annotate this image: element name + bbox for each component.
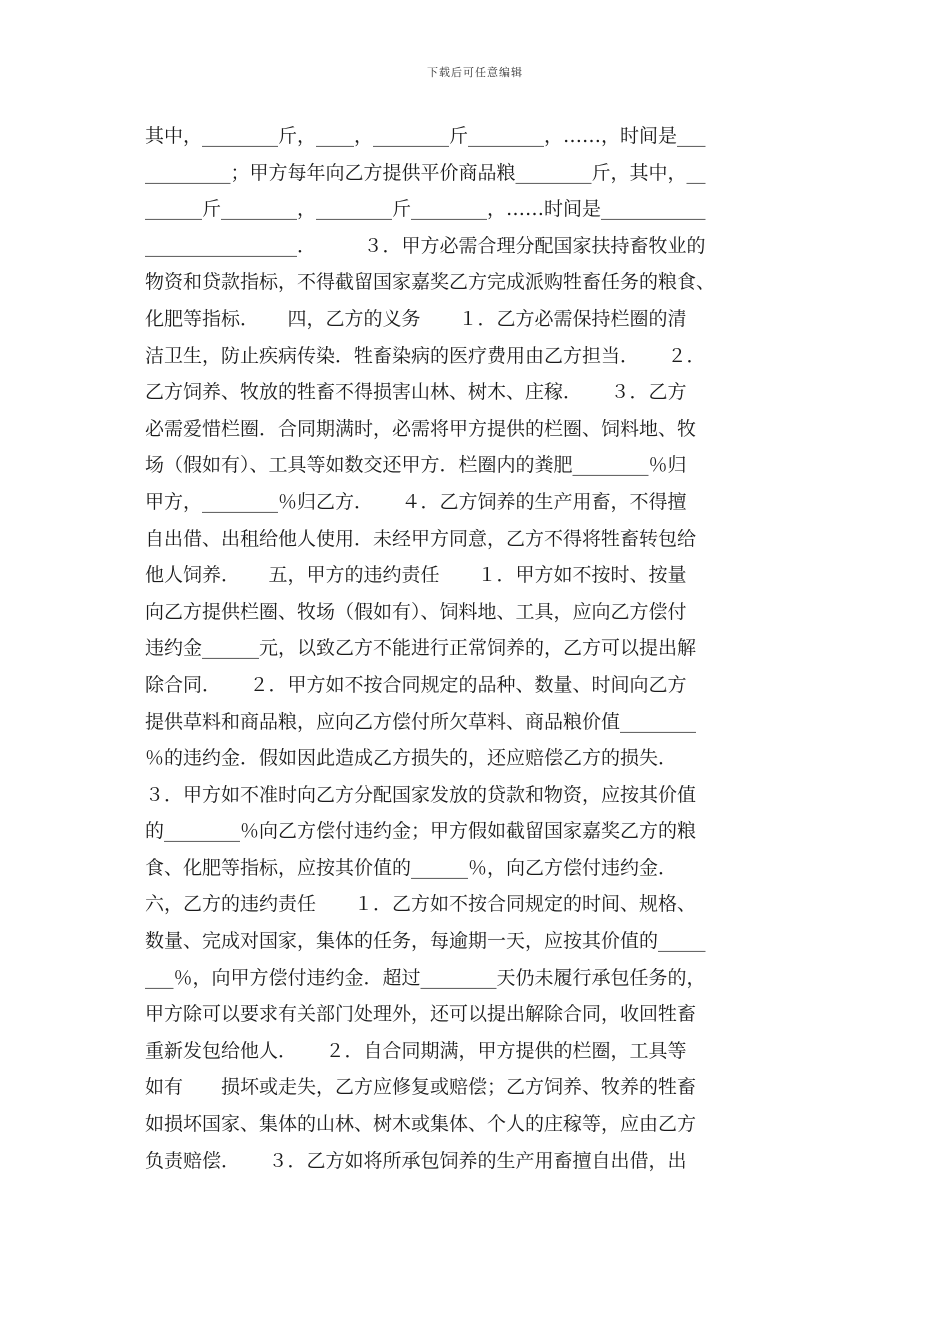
text-line: 场（假如有）、工具等如数交还甲方．栏圈内的粪肥________％归 — [145, 454, 687, 477]
text-line: ________________． ３．甲方必需合理分配国家扶持畜牧业的 — [145, 234, 706, 257]
text-line: ___％，向甲方偿付违约金．超过________天仍未履行承包任务的， — [145, 966, 706, 989]
text-line: 如损坏国家、集体的山林、树木或集体、个人的庄稼等，应由乙方 — [145, 1113, 697, 1136]
page-header: 下载后可任意编辑 — [427, 66, 523, 79]
text-line: 如有 损坏或走失，乙方应修复或赔偿；乙方饲养、牧养的牲畜 — [145, 1076, 697, 1099]
text-line: ％的违约金．假如因此造成乙方损失的，还应赔偿乙方的损失． — [145, 747, 678, 770]
text-line: 六，乙方的违约责任 １．乙方如不按合同规定的时间、规格、 — [145, 893, 697, 916]
text-line: 甲方除可以要求有关部门处理外，还可以提出解除合同，收回牲畜 — [145, 1003, 697, 1026]
text-line: 违约金______元，以致乙方不能进行正常饲养的，乙方可以提出解 — [145, 637, 697, 660]
text-line: _________；甲方每年向乙方提供平价商品粮________斤，其中，__ — [145, 161, 706, 184]
text-line: 负责赔偿． ３．乙方如将所承包饲养的生产用畜擅自出借，出 — [145, 1149, 687, 1172]
text-line: 他人饲养． 五，甲方的违约责任 １．甲方如不按时、按量 — [145, 564, 687, 587]
text-line: 重新发包给他人． ２．自合同期满，甲方提供的栏圈，工具等 — [145, 1039, 687, 1062]
text-line: 乙方饲养、牧放的牲畜不得损害山林、树木、庄稼． ３．乙方 — [145, 381, 687, 404]
text-line: 数量、完成对国家，集体的任务，每逾期一天，应按其价值的_____ — [145, 930, 706, 953]
text-line: 甲方，________％归乙方． ４．乙方饲养的生产用畜，不得擅 — [145, 490, 687, 513]
text-line: 除合同． ２．甲方如不按合同规定的品种、数量、时间向乙方 — [145, 673, 687, 696]
text-line: 提供草料和商品粮，应向乙方偿付所欠草料、商品粮价值________ — [145, 710, 697, 733]
text-line: 自出借、出租给他人使用．未经甲方同意，乙方不得将牲畜转包给 — [145, 527, 697, 550]
text-line: 化肥等指标． 四，乙方的义务 １．乙方必需保持栏圈的清 — [145, 307, 687, 330]
text-line: 必需爱惜栏圈．合同期满时，必需将甲方提供的栏圈、饲料地、牧 — [145, 417, 697, 440]
document-body — [145, 118, 810, 1179]
text-line: 洁卫生，防止疾病传染．牲畜染病的医疗费用由乙方担当． ２． — [145, 344, 706, 367]
text-line: ______斤________，________斤________，……时间是___________ — [145, 198, 706, 221]
text-line: 的________％向乙方偿付违约金；甲方假如截留国家嘉奖乙方的粮 — [145, 820, 697, 843]
text-line: ３．甲方如不准时向乙方分配国家发放的贷款和物资，应按其价值 — [145, 783, 697, 806]
text-line: 食、化肥等指标，应按其价值的______％，向乙方偿付违约金． — [145, 856, 678, 879]
text-line: 向乙方提供栏圈、牧场（假如有）、饲料地、工具，应向乙方偿付 — [145, 600, 687, 623]
text-line: 其中，________斤，____，________斤________，……，时间是___ — [145, 125, 706, 147]
text-line: 物资和贷款指标，不得截留国家嘉奖乙方完成派购牲畜任务的粮食、 — [145, 271, 716, 294]
